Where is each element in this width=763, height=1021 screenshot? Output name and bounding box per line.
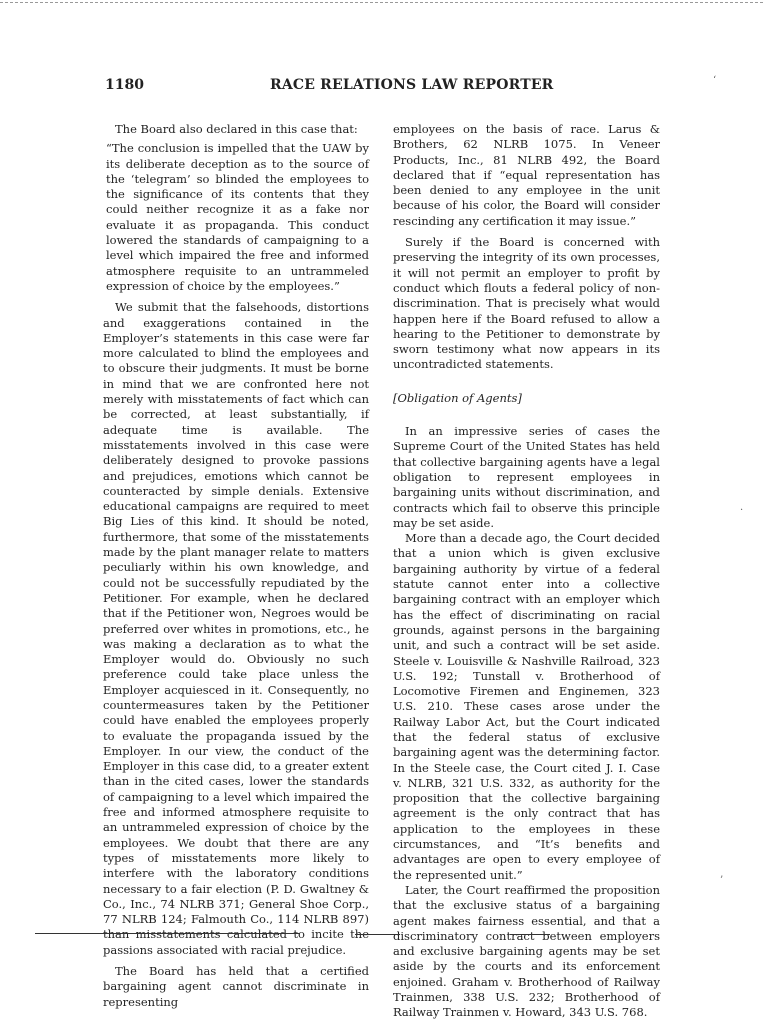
paragraph: In an impressive series of cases the Supreme Court of the United States has held that collective bargaining agents have a legal obligation to represent employees in bargaining units without discrimination, and contracts which fail to observe this principle may be set aside. (393, 424, 660, 530)
footer-rule (510, 934, 550, 935)
paragraph: The Board also declared in this case that: (115, 122, 358, 136)
footer-rule (35, 933, 300, 934)
scan-mark: · (740, 505, 744, 516)
page-header (0, 77, 763, 97)
paragraph: employees on the basis of race. Larus & Brothers, 62 NLRB 1075. In Veneer Products, Inc., 81 NLRB 492, the Board declared that if “equal representation has been denied to any employee in the unit because of his color, the Board will consider rescinding any certification it may issue.” (393, 122, 660, 228)
paragraph: Surely if the Board is concerned with preserving the integrity of its own processes, it will not permit an employer to profit by conduct which flouts a federal policy of non-discrimination. That is precisely what would happen here if the Board refused to allow a hearing to the Petitioner to demonstrate by sworn testimony what now appears in its uncontradicted statements. (393, 235, 660, 372)
paragraph: Later, the Court reaffirmed the proposition that the exclusive status of a bargaining agent makes fairness essential, and that a discriminatory contract between employers and exclusive bargaining agents may be set aside by the courts and its enforcement enjoined. Graham v. Brotherhood of Railway Trainmen, 338 U.S. 232; Brotherhood of Railway Trainmen v. Howard, 343 U.S. 768. (393, 882, 660, 1020)
block-quote: “The conclusion is impelled that the UAW by its deliberate deception as to the source of the ‘telegram’ so blinded the employees to the significance of its contents that they could neither recognize it as a fake nor evaluate it as propaganda. This conduct lowered the standards of campaigning to a level which impaired the free and informed atmosphere requisite to an untrammeled expression of choice by the employees.” (106, 141, 369, 293)
scan-mark: ‘ (713, 75, 717, 86)
paragraph: The Board has held that a certified bargaining agent cannot discriminate in representing (103, 964, 369, 1009)
running-title: RACE RELATIONS LAW REPORTER (270, 77, 554, 93)
page-number: 1180 (105, 77, 144, 93)
section-heading: [Obligation of Agents] (393, 390, 522, 405)
footer-rule (355, 934, 400, 935)
right-column (393, 122, 660, 1021)
left-column (103, 122, 369, 1010)
paragraph: More than a decade ago, the Court decided that a union which is given exclusive bargaining authority by virtue of a federal statute cannot enter into a collective bargaining contract with an employer which has the effect of discriminating on racial grounds, against persons in the bargaining unit, and such a contract will be set aside. Steele v. Louisville & Nashville Railroad, 323 U.S. 192; Tunstall v. Brotherhood of Locomotive Firemen and Enginemen, 323 U.S. 210. These cases arose under the Railway Labor Act, but the Court indicated that the federal status of exclusive bargaining agent was the determining factor. In the Steele case, the Court cited J. I. Case v. NLRB, 321 U.S. 332, as authority for the proposition that the collective bargaining agreement is the only contract that has application to the employees in these circumstances, and “It’s benefits and advantages are open to every employee of the represented unit.” (393, 531, 660, 882)
paragraph: We submit that the falsehoods, distortions and exaggerations contained in the Employer’s statements in this case were far more calculated to blind the employees and to obscure their judgments. It must be borne in mind that we are confronted here not merely with misstatements of fact which can be corrected, at least substantially, if adequate time is available. The misstatements involved in this case were deliberately designed to provoke passions and prejudices, emotions which cannot be counteracted by simple denials. Extensive educational campaigns are required to meet Big Lies of this kind. It should be noted, furthermore, that some of the misstatements made by the plant manager relate to matters peculiarly within his own knowledge, and could not be successfully repudiated by the Petitioner. For example, when he declared that if the Petitioner won, Negroes would be preferred over whites in promotions, etc., he was making a declaration as to what the Employer would do. Obviously no such preference could take place unless the Employer acquiesced in it. Consequently, no countermeasures taken by the Petitioner could have enabled the employees properly to evaluate the propaganda issued by the Employer. In our view, the conduct of the Employer in this case did, to a greater extent than in the cited cases, lower the standards of campaigning to a level which impaired the free and informed atmosphere requisite to an untrammeled expression of choice by the employees. We doubt that there are any types of misstatements more likely to interfere with the laboratory conditions necessary to a fair election (P. D. Gwaltney & Co., Inc., 74 NLRB 371; General Shoe Corp., 77 NLRB 124; Falmouth Co., 114 NLRB 897) than misstatements calculated to incite the passions associated with racial prejudice. (103, 300, 369, 957)
scan-top-border (0, 2, 763, 3)
scan-mark: ’ (720, 875, 724, 886)
